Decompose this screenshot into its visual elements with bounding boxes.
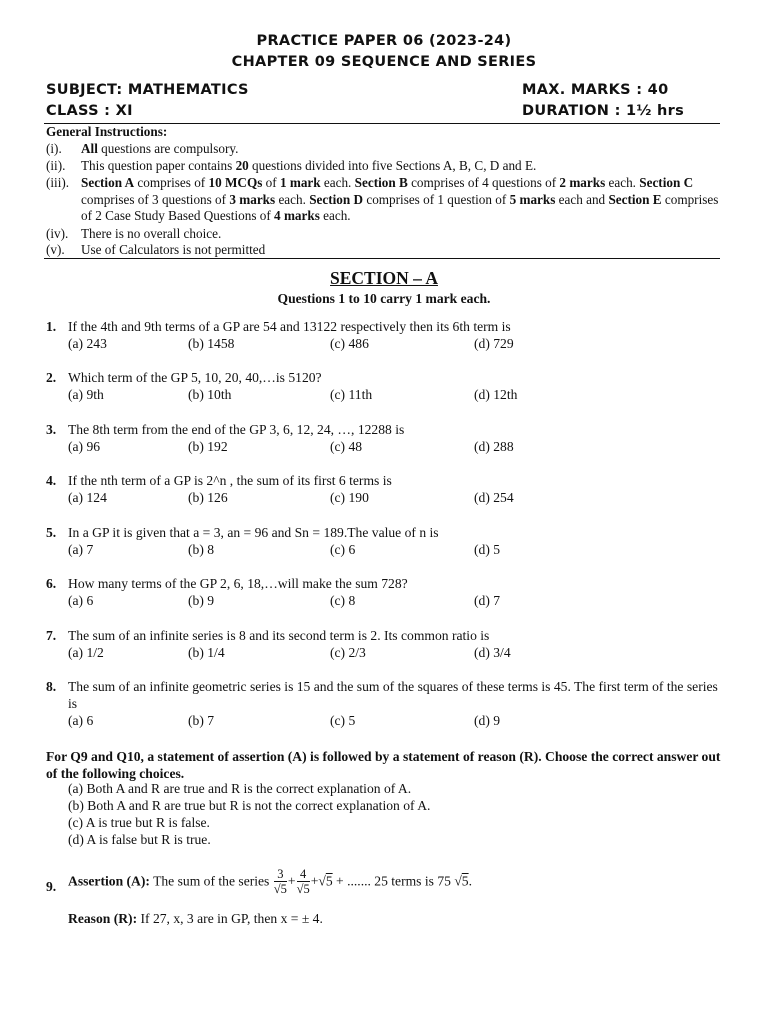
assertion-intro: For Q9 and Q10, a statement of assertion (A) is followed by a statement of reason (R). Choose the correct answer out of the following choices. [46,749,721,781]
option-b[interactable]: (b) 7 [188,713,215,728]
instruction-number: (v). [46,242,65,257]
instruction-number: (iv). [46,226,69,241]
question-text: If the nth term of a GP is 2^n , the sum of its first 6 terms is [68,473,392,488]
question-6 [46,575,722,611]
instruction-text: This question paper contains 20 questions divided into five Sections A, B, C, D and E. [81,158,537,173]
option-c[interactable]: (c) 48 [330,439,363,454]
fraction-term-2: $\frac{4}{√5}$ [296,867,310,896]
section-title: SECTION – A [330,268,438,288]
assertion-text: The sum of the series [153,873,270,889]
option-b[interactable]: (b) 10th [188,387,232,402]
question-number: 9. [46,879,57,894]
question-1 [46,318,722,354]
question-7 [46,627,722,663]
instruction-number: (ii). [46,158,66,173]
question-2 [46,369,722,405]
reason-label: Reason (R): [68,911,138,926]
question-number: 2. [46,370,57,385]
fraction-term-1: $\frac{3}{√5}$ [273,867,287,896]
option-b[interactable]: (b) 8 [188,542,215,557]
instruction-text: Use of Calculators is not permitted [81,242,266,257]
chapter-title: CHAPTER 09 SEQUENCE AND SERIES [231,54,537,70]
question-text: In a GP it is given that a = 3, an = 96 and Sn = 189.The value of n is [68,525,439,540]
option-a[interactable]: (a) 6 [68,713,94,728]
assertion-choice-c: (c) A is true but R is false. [68,815,210,830]
option-c[interactable]: (c) 8 [330,593,356,608]
option-d[interactable]: (d) 12th [474,387,518,402]
question-text: The 8th term from the end of the GP 3, 6, 12, 24, …, 12288 is [68,422,405,437]
instructions-divider [44,258,720,259]
option-b[interactable]: (b) 192 [188,439,228,454]
fraction-denominator: 5 [280,882,287,896]
question-text: If the 4th and 9th terms of a GP are 54 and 13122 respectively then its 6th term is [68,319,511,334]
option-a[interactable]: (a) 6 [68,593,94,608]
question-number: 5. [46,525,57,540]
radical-term: 5 [325,873,333,889]
option-a[interactable]: (a) 9th [68,387,104,402]
reason-text: If 27, x, 3 are in GP, then x = ± 4. [140,911,323,926]
subject-label: SUBJECT: MATHEMATICS [46,82,249,98]
option-b[interactable]: (b) 1458 [188,336,235,351]
instruction-item [46,141,722,158]
instruction-text: Section A comprises of 10 MCQs of 1 mark each. Section B comprises of 4 questions of 2 marks each. Section C comprises of 3 questions of 3 marks each. Section D comprises of 1 question of 5 marks each and Section E comprises of 2 Case Study Based Questions of 4 marks each. [81,175,719,223]
instruction-text: All questions are compulsory. [81,141,239,156]
question-text: The sum of an infinite geometric series is 15 and the sum of the squares of these terms is 45. The first term of the series is [68,679,718,711]
option-a[interactable]: (a) 243 [68,336,107,351]
question-number: 1. [46,319,57,334]
option-c[interactable]: (c) 6 [330,542,356,557]
option-c[interactable]: (c) 486 [330,336,369,351]
question-9: 9. Assertion (A): The sum of the series $\frac{3}{√5}$ + $\frac{4}{√5}$ +√5 + ....... 25 terms is 75 √5. [46,867,472,896]
question-number: 3. [46,422,57,437]
assertion-label: Assertion (A): [68,873,150,889]
instruction-number: (iii). [46,175,70,190]
option-d[interactable]: (d) 7 [474,593,501,608]
max-marks-label: MAX. MARKS : 40 [522,82,669,98]
question-3 [46,421,722,457]
option-a[interactable]: (a) 7 [68,542,94,557]
question-number: 7. [46,628,57,643]
question-text: Which term of the GP 5, 10, 20, 40,…is 5120? [68,370,322,385]
assertion-choice-d: (d) A is false but R is true. [68,832,211,847]
assertion-continuation: + ....... 25 terms is 75 [336,873,451,889]
option-b[interactable]: (b) 126 [188,490,228,505]
option-c[interactable]: (c) 2/3 [330,645,366,660]
option-d[interactable]: (d) 729 [474,336,514,351]
question-number: 4. [46,473,57,488]
instruction-item [46,158,722,175]
radical-result: 5 [461,873,469,889]
question-text: How many terms of the GP 2, 6, 18,…will make the sum 728? [68,576,408,591]
instructions-heading: General Instructions: [46,124,168,139]
option-d[interactable]: (d) 9 [474,713,501,728]
option-c[interactable]: (c) 190 [330,490,369,505]
instruction-number: (i). [46,141,62,156]
option-a[interactable]: (a) 96 [68,439,101,454]
assertion-choice-a: (a) Both A and R are true and R is the correct explanation of A. [68,781,412,796]
paper-title: PRACTICE PAPER 06 (2023-24) [256,33,512,49]
section-subtitle: Questions 1 to 10 carry 1 mark each. [277,291,491,306]
option-a[interactable]: (a) 1/2 [68,645,104,660]
question-number: 6. [46,576,57,591]
option-d[interactable]: (d) 5 [474,542,501,557]
instruction-text: There is no overall choice. [81,226,222,241]
option-d[interactable]: (d) 3/4 [474,645,511,660]
question-5 [46,524,722,560]
instruction-item [46,175,722,226]
duration-label: DURATION : 1½ hrs [522,103,685,119]
instruction-item [46,226,722,243]
option-c[interactable]: (c) 11th [330,387,373,402]
question-4 [46,472,722,508]
fraction-numerator: 3 [274,868,287,882]
instruction-item [46,242,722,259]
question-number: 8. [46,679,57,694]
question-8 [46,678,722,730]
reason-line [68,911,323,927]
assertion-choice-b: (b) Both A and R are true but R is not the correct explanation of A. [68,798,431,813]
option-b[interactable]: (b) 9 [188,593,215,608]
option-c[interactable]: (c) 5 [330,713,356,728]
fraction-numerator: 4 [297,868,310,882]
option-d[interactable]: (d) 288 [474,439,514,454]
option-b[interactable]: (b) 1/4 [188,645,225,660]
class-label: CLASS : XI [46,103,133,119]
option-d[interactable]: (d) 254 [474,490,514,505]
fraction-denominator: 5 [303,882,310,896]
question-text: The sum of an infinite series is 8 and its second term is 2. Its common ratio is [68,628,490,643]
option-a[interactable]: (a) 124 [68,490,107,505]
